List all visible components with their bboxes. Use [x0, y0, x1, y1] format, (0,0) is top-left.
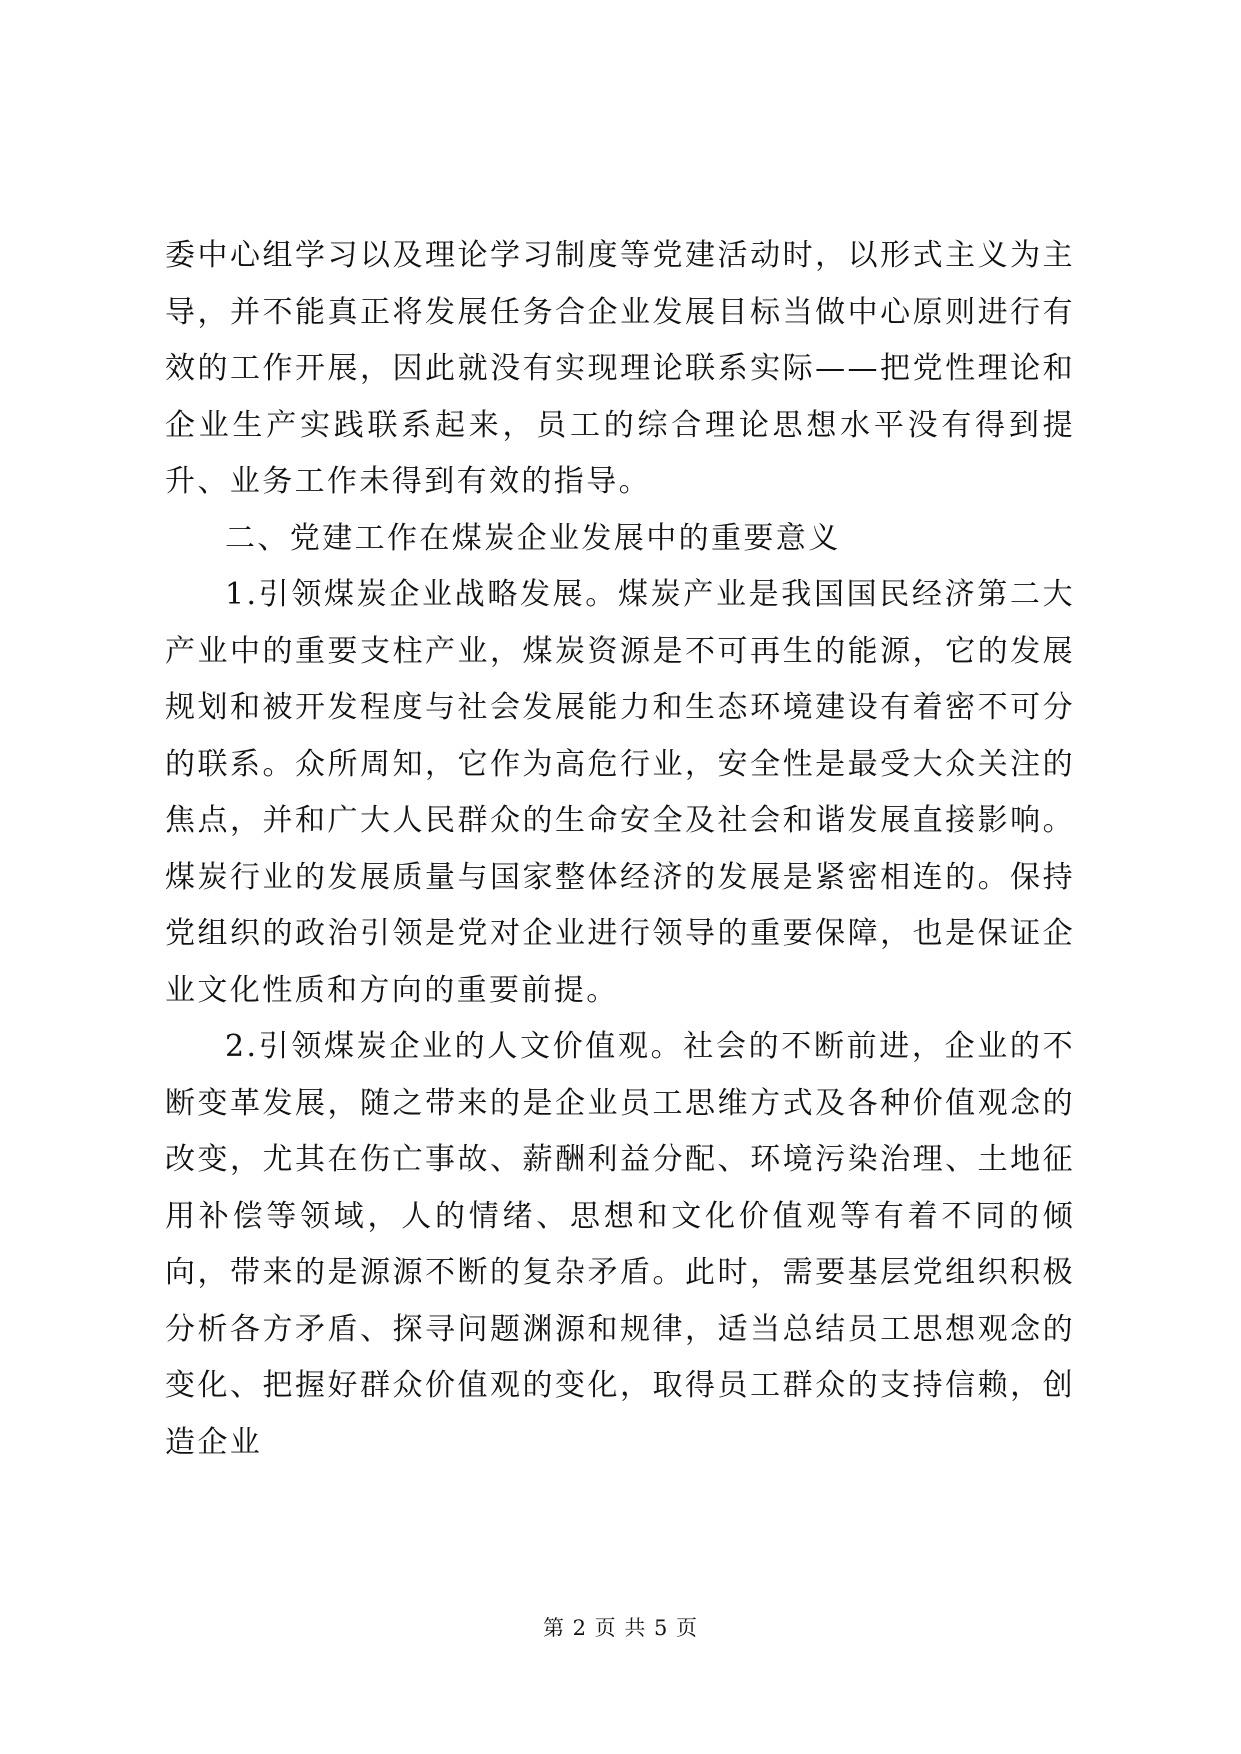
paragraph-values: 2.引领煤炭企业的人文价值观。社会的不断前进，企业的不断变革发展，随之带来的是企业员工思维方式及各种价值观念的改变，尤其在伤亡事故、薪酬利益分配、环境污染治理、土地征用补偿等领域，人的情绪、思想和文化价值观等有着不同的倾向，带来的是源源不断的复杂矛盾。此时，需要基层党组织积极分析各方矛盾、探寻问题渊源和规律，适当总结员工思想观念的变化、把握好群众价值观的变化，取得员工群众的支持信赖，创造企业	[165, 1029, 1075, 1460]
paragraph-strategy: 1.引领煤炭企业战略发展。煤炭产业是我国国民经济第二大产业中的重要支柱产业，煤炭资源是不可再生的能源，它的发展规划和被开发程度与社会发展能力和生态环境建设有着密不可分的联系。众所周知，它作为高危行业，安全性是最受大众关注的焦点，并和广大人民群众的生命安全及社会和谐发展直接影响。煤炭行业的发展质量与国家整体经济的发展是紧密相连的。保持党组织的政治引领是党对企业进行领导的重要保障，也是保证企业文化性质和方向的重要前提。	[165, 577, 1075, 1008]
paragraph-continuation: 委中心组学习以及理论学习制度等党建活动时，以形式主义为主导，并不能真正将发展任务合企业发展目标当做中心原则进行有效的工作开展，因此就没有实现理论联系实际——把党性理论和企业生产实践联系起来，员工的综合理论思想水平没有得到提升、业务工作未得到有效的指导。	[165, 238, 1075, 499]
section-heading: 二、党建工作在煤炭企业发展中的重要意义	[225, 520, 841, 556]
page-number-footer: 第 2 页 共 5 页	[542, 1616, 699, 1640]
document-body	[165, 228, 1075, 1471]
